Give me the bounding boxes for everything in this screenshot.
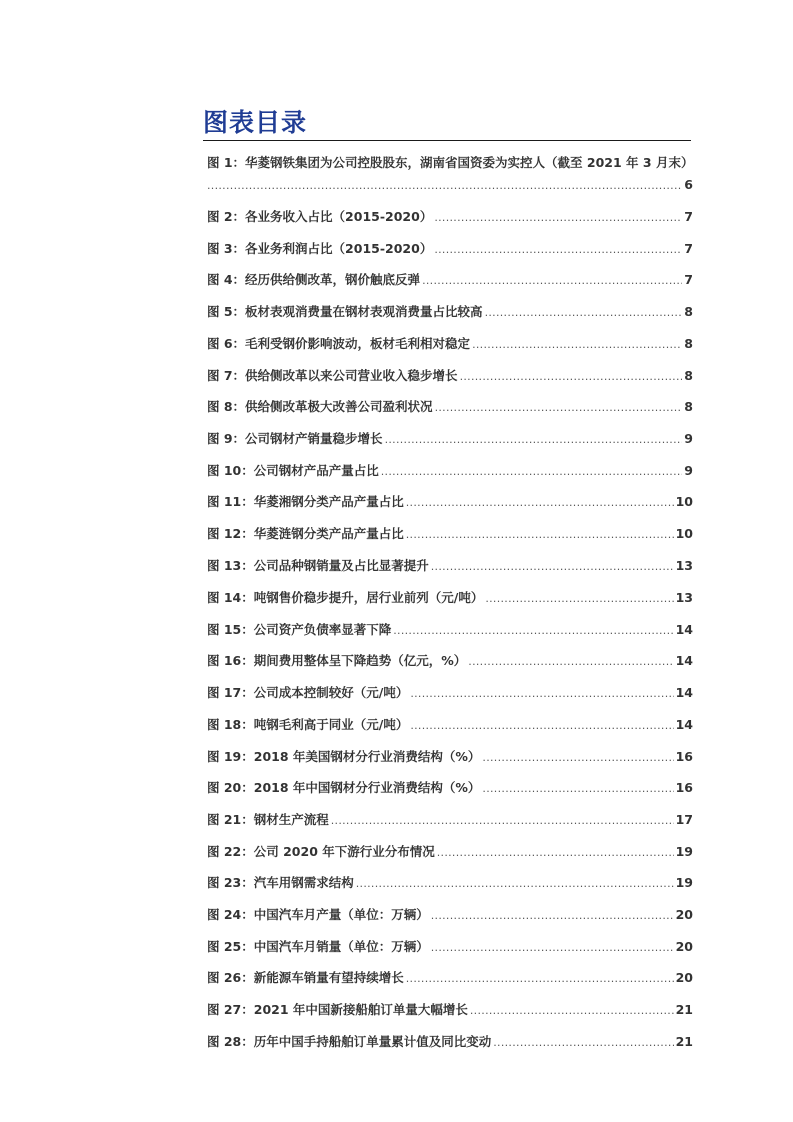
toc-entry-label: 图 3：各业务利润占比（2015-2020） (207, 241, 433, 256)
toc-entry-page: 7 (684, 241, 693, 256)
toc-entry-label: 图 2：各业务收入占比（2015-2020） (207, 209, 433, 224)
leader-dots (431, 937, 674, 959)
leader-dots (331, 810, 674, 832)
toc-entry-page: 14 (675, 685, 693, 700)
leader-dots (406, 968, 674, 990)
leader-dots (431, 905, 674, 927)
toc-entry-label: 图 24：中国汽车月产量（单位：万辆） (207, 907, 429, 922)
toc-entry-9[interactable] (207, 428, 693, 450)
toc-entry-label: 图 11：华菱湘钢分类产品产量占比 (207, 494, 404, 509)
leader-dots (482, 747, 673, 769)
toc-entry-page: 14 (675, 622, 693, 637)
toc-entry-11[interactable] (207, 491, 693, 513)
leader-dots (485, 302, 683, 324)
toc-entry-18[interactable] (207, 714, 693, 736)
toc-entry-label: 图 20：2018 年中国钢材分行业消费结构（%） (207, 780, 481, 795)
title-divider (203, 140, 691, 141)
leader-dots (410, 683, 673, 705)
toc-entry-26[interactable] (207, 967, 693, 989)
leader-dots (422, 270, 682, 292)
toc-entry-label: 图 28：历年中国手持船舶订单量累计值及同比变动 (207, 1034, 492, 1049)
toc-entry-14[interactable] (207, 587, 693, 609)
leader-dots (472, 334, 682, 356)
toc-entry-label: 图 4：经历供给侧改革，钢价触底反弹 (207, 272, 421, 287)
page-title: 图表目录 (203, 108, 308, 137)
leader-dots (406, 492, 674, 514)
toc-entry-label: 图 5：板材表观消费量在钢材表观消费量占比较高 (207, 304, 483, 319)
toc-entry-3[interactable] (207, 238, 693, 260)
toc-entry-19[interactable] (207, 746, 693, 768)
toc-entry-label: 图 9：公司钢材产销量稳步增长 (207, 431, 383, 446)
toc-entry-label: 图 23：汽车用钢需求结构 (207, 875, 354, 890)
toc-entry-page: 9 (684, 463, 693, 478)
leader-dots (470, 1000, 674, 1022)
toc-entry-12[interactable] (207, 523, 693, 545)
leader-dots (207, 175, 682, 197)
toc-entry-page: 8 (684, 304, 693, 319)
leader-dots (385, 429, 683, 451)
toc-entry-label: 图 13：公司品种钢销量及占比显著提升 (207, 558, 429, 573)
toc-entry-page: 10 (675, 526, 693, 541)
toc-entry-page: 8 (684, 368, 693, 383)
toc-entry-24[interactable] (207, 904, 693, 926)
toc-entry-label: 图 10：公司钢材产品产量占比 (207, 463, 379, 478)
toc-entry-page: 19 (675, 844, 693, 859)
toc-entry-10[interactable] (207, 460, 693, 482)
leader-dots (485, 588, 673, 610)
leader-dots (460, 366, 683, 388)
toc-entry-label: 图 17：公司成本控制较好（元/吨） (207, 685, 409, 700)
leader-dots (406, 524, 674, 546)
toc-entry-label: 图 14：吨钢售价稳步提升，居行业前列（元/吨） (207, 590, 484, 605)
leader-dots (393, 620, 673, 642)
toc-entry-page: 8 (684, 336, 693, 351)
toc-entry-page: 16 (675, 780, 693, 795)
toc-entry-page: 21 (675, 1034, 693, 1049)
toc-entry-label: 图 22：公司 2020 年下游行业分布情况 (207, 844, 435, 859)
toc-entry-15[interactable] (207, 619, 693, 641)
toc-entry-17[interactable] (207, 682, 693, 704)
toc-entry-13[interactable] (207, 555, 693, 577)
toc-entry-label: 图 15：公司资产负债率显著下降 (207, 622, 392, 637)
leader-dots (493, 1032, 673, 1054)
toc-entry-page: 6 (684, 177, 693, 192)
leader-dots (482, 778, 673, 800)
toc-entry-label: 图 12：华菱涟钢分类产品产量占比 (207, 526, 404, 541)
toc-entry-page: 7 (684, 209, 693, 224)
toc-entry-20[interactable] (207, 777, 693, 799)
leader-dots (468, 651, 673, 673)
toc-entry-6[interactable] (207, 333, 693, 355)
toc-entry-page: 8 (684, 399, 693, 414)
toc-entry-page: 14 (675, 717, 693, 732)
toc-entry-8[interactable] (207, 396, 693, 418)
toc-entry-16[interactable] (207, 650, 693, 672)
leader-dots (434, 239, 682, 261)
toc-entry-label: 图 25：中国汽车月销量（单位：万辆） (207, 939, 429, 954)
toc-entry-page: 20 (675, 939, 693, 954)
toc-entry-label: 图 19：2018 年美国钢材分行业消费结构（%） (207, 749, 481, 764)
toc-entry-page: 21 (675, 1002, 693, 1017)
leader-dots (434, 207, 682, 229)
toc-entry-label: 图 16：期间费用整体呈下降趋势（亿元，%） (207, 653, 467, 668)
toc-entry-label: 图 7：供给侧改革以来公司营业收入稳步增长 (207, 368, 458, 383)
toc-entry-28[interactable] (207, 1031, 693, 1053)
toc-entry-page: 10 (675, 494, 693, 509)
toc-entry-1[interactable] (207, 152, 693, 196)
toc-entry-25[interactable] (207, 936, 693, 958)
toc-entry-page: 20 (675, 970, 693, 985)
toc-entry-7[interactable] (207, 365, 693, 387)
toc-entry-22[interactable] (207, 841, 693, 863)
toc-entry-21[interactable] (207, 809, 693, 831)
toc-entry-page: 9 (684, 431, 693, 446)
toc-entry-label: 图 1：华菱钢铁集团为公司控股股东，湖南省国资委为实控人（截至 2021 年 3 月末） (207, 155, 694, 170)
leader-dots (435, 397, 683, 419)
toc-entry-page: 16 (675, 749, 693, 764)
toc-entry-page: 20 (675, 907, 693, 922)
toc-entry-label: 图 8：供给侧改革极大改善公司盈利状况 (207, 399, 433, 414)
toc-entry-label: 图 18：吨钢毛利高于同业（元/吨） (207, 717, 409, 732)
toc-entry-page: 19 (675, 875, 693, 890)
toc-entry-2[interactable] (207, 206, 693, 228)
toc-entry-4[interactable] (207, 269, 693, 291)
leader-dots (356, 873, 674, 895)
toc-entry-page: 13 (675, 558, 693, 573)
leader-dots (431, 556, 674, 578)
toc-entry-page: 7 (684, 272, 693, 287)
toc-entry-page: 13 (675, 590, 693, 605)
toc-entry-label: 图 27：2021 年中国新接船舶订单量大幅增长 (207, 1002, 468, 1017)
toc-entry-label: 图 21：钢材生产流程 (207, 812, 329, 827)
leader-dots (437, 842, 674, 864)
toc-entry-page: 17 (675, 812, 693, 827)
leader-dots (410, 715, 673, 737)
toc-entry-5[interactable] (207, 301, 693, 323)
toc-entry-page: 14 (675, 653, 693, 668)
toc-entry-23[interactable] (207, 872, 693, 894)
toc-entry-27[interactable] (207, 999, 693, 1021)
toc-entry-label: 图 6：毛利受钢价影响波动，板材毛利相对稳定 (207, 336, 471, 351)
toc-entry-label: 图 26：新能源车销量有望持续增长 (207, 970, 404, 985)
leader-dots (381, 461, 683, 483)
